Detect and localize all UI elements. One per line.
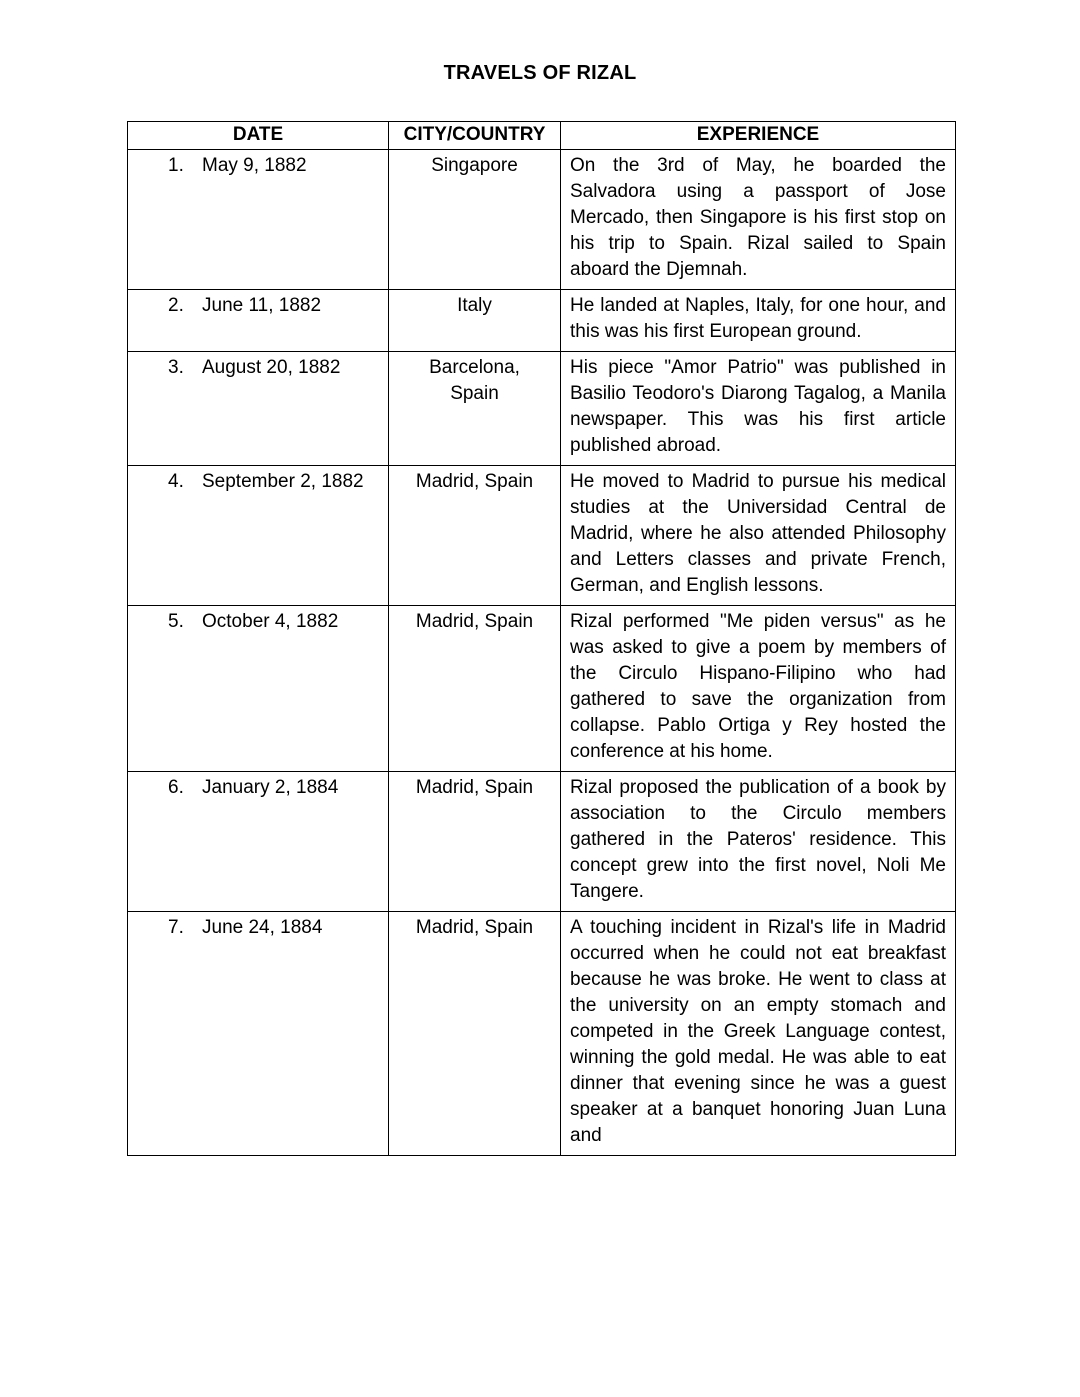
experience-cell: Rizal performed "Me piden versus" as he was asked to give a poem by members of the Circulo Hispano-Filipino who had gathered to save the organization from collapse. Pablo Ortiga y Rey hosted the conference at his home. [561,606,956,772]
date-text: January 2, 1884 [202,777,339,798]
date-text: September 2, 1882 [202,471,364,492]
date-text: June 24, 1884 [202,917,323,938]
city-country-cell: Madrid, Spain [389,912,561,1156]
table-row [128,352,956,466]
experience-cell: A touching incident in Rizal's life in Madrid occurred when he could not eat breakfast because he was broke. He went to class at the university on an empty stomach and competed in the Greek Language contest, winning the gold medal. He was able to eat dinner that evening since he was a guest speaker at a banquet honoring Juan Luna and [561,912,956,1156]
table-row [128,772,956,912]
date-entry [168,293,368,319]
row-number: 7. [168,917,184,938]
row-number: 4. [168,471,184,492]
date-entry [168,355,368,381]
table-row [128,150,956,290]
experience-cell: He landed at Naples, Italy, for one hour, and this was his first European ground. [561,290,956,352]
date-entry [168,469,368,495]
date-entry [168,775,368,801]
city-country-cell: Madrid, Spain [389,466,561,606]
column-header-date: DATE [128,122,389,150]
table-body [128,150,956,1156]
date-text: June 11, 1882 [202,295,322,316]
column-header-city-country: CITY/COUNTRY [389,122,561,150]
date-entry [168,153,368,179]
city-country-cell: Madrid, Spain [389,606,561,772]
row-number: 5. [168,611,184,632]
table-row [128,466,956,606]
document-title: TRAVELS OF RIZAL [443,62,637,84]
date-text: October 4, 1882 [202,611,339,632]
date-entry [168,915,368,941]
date-cell [128,606,389,772]
date-cell [128,912,389,1156]
row-number: 6. [168,777,184,798]
date-cell [128,290,389,352]
date-entry [168,609,368,635]
date-text: May 9, 1882 [202,155,307,176]
row-number: 1. [168,155,184,176]
experience-cell: Rizal proposed the publication of a book by association to the Circulo members gathered in the Pateros' residence. This concept grew into the first novel, Noli Me Tangere. [561,772,956,912]
city-country-cell: Barcelona, Spain [389,352,561,466]
date-cell [128,772,389,912]
row-number: 3. [168,357,184,378]
table-header-row [128,122,956,150]
row-number: 2. [168,295,184,316]
travels-table [127,121,956,1156]
table-row [128,290,956,352]
date-text: August 20, 1882 [202,357,341,378]
column-header-experience: EXPERIENCE [561,122,956,150]
date-cell [128,352,389,466]
table-row [128,912,956,1156]
date-cell [128,466,389,606]
city-country-cell: Singapore [389,150,561,290]
date-cell [128,150,389,290]
city-country-cell: Italy [389,290,561,352]
experience-cell: His piece "Amor Patrio" was published in Basilio Teodoro's Diarong Tagalog, a Manila newspaper. This was his first article published abroad. [561,352,956,466]
experience-cell: He moved to Madrid to pursue his medical studies at the Universidad Central de Madrid, where he also attended Philosophy and Letters classes and private French, German, and English lessons. [561,466,956,606]
table-row [128,606,956,772]
experience-cell: On the 3rd of May, he boarded the Salvadora using a passport of Jose Mercado, then Singapore is his first stop on his trip to Spain. Rizal sailed to Spain aboard the Djemnah. [561,150,956,290]
city-country-cell: Madrid, Spain [389,772,561,912]
